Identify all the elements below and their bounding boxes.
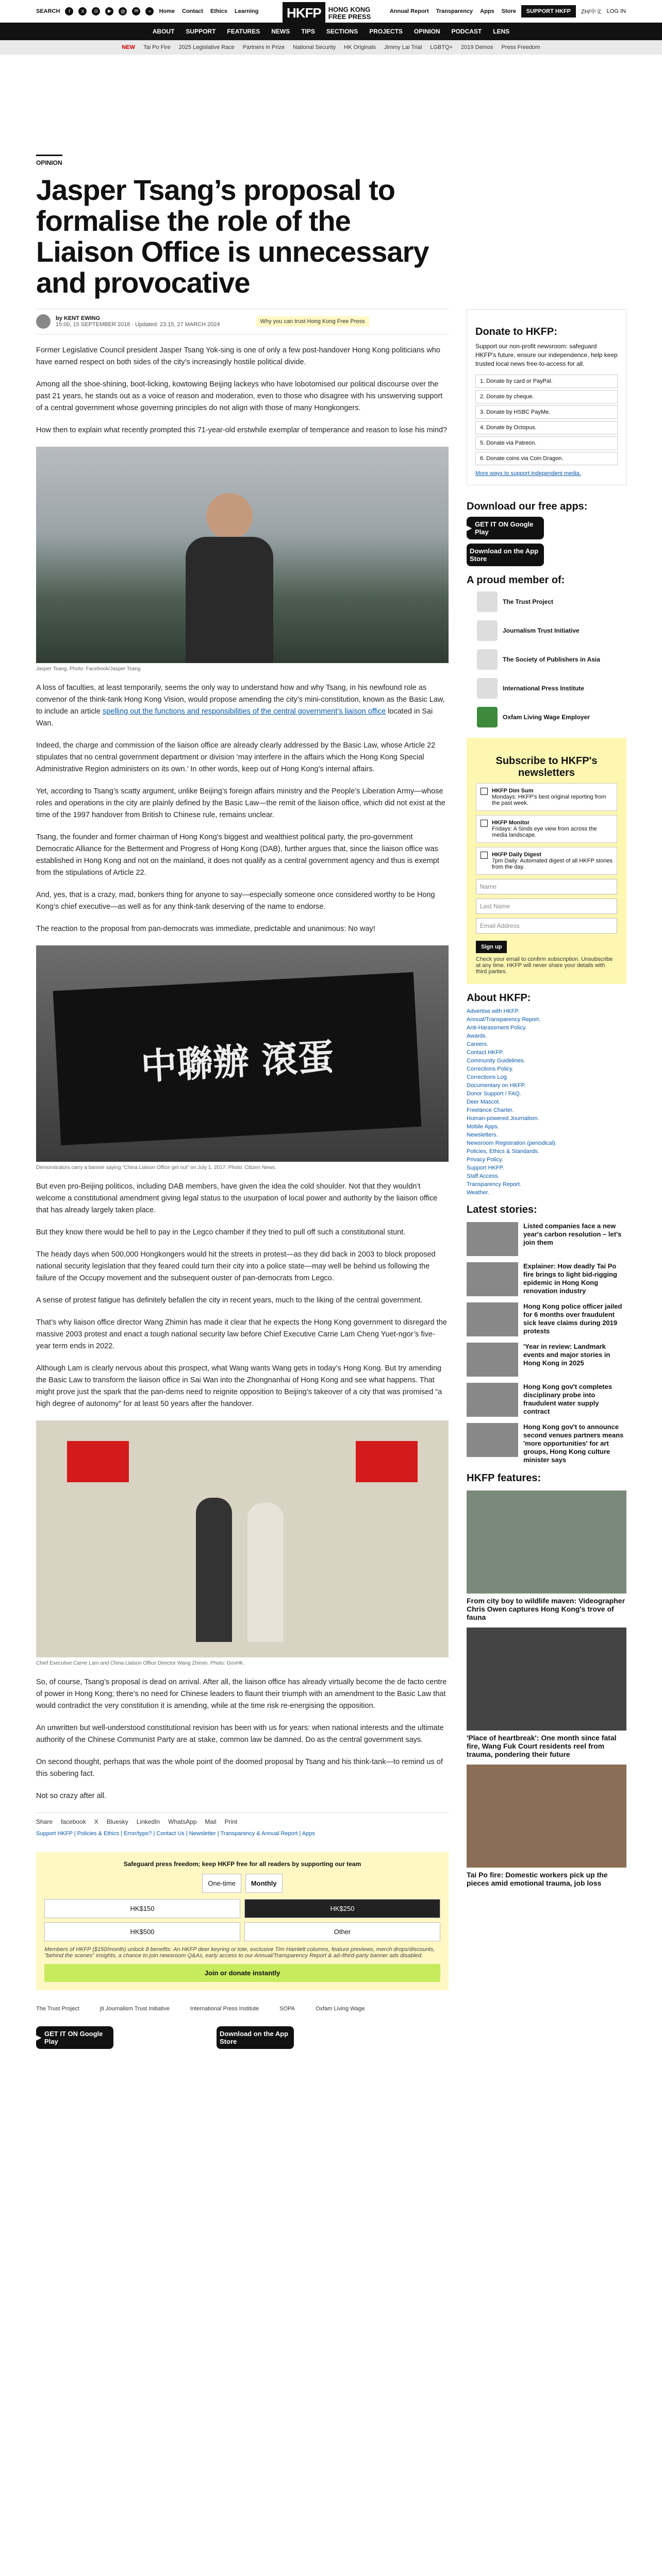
more-ways-link[interactable]: More ways to support independent media.: [475, 470, 581, 477]
share-bluesky[interactable]: Bluesky: [106, 1818, 128, 1825]
article-footer-links[interactable]: Support HKFP | Policies & Ethics | Error/typo? | Contact Us | Newsletter | Transparency & Annual Report | Apps: [36, 1831, 315, 1837]
newsletter-option[interactable]: HKFP Dim Sum Mondays: HKFP's best original reporting from the past week.: [476, 783, 617, 811]
footer-logos: [36, 2006, 449, 2012]
about-link[interactable]: Donor Support / FAQ.: [467, 1091, 521, 1097]
newsletter-option[interactable]: HKFP Daily Digest 7pm Daily: Automated digest of all HKFP stories from the day.: [476, 847, 617, 875]
about-link[interactable]: Weather.: [467, 1190, 489, 1196]
threads-icon[interactable]: @: [119, 7, 127, 15]
about-link[interactable]: Privacy Policy.: [467, 1157, 503, 1163]
about-link[interactable]: Deer Mascot.: [467, 1099, 501, 1105]
nav-support[interactable]: SUPPORT: [186, 28, 216, 35]
article-kicker[interactable]: OPINION: [36, 155, 62, 166]
paragraph: And, yes, that is a crazy, mad, bonkers thing for anyone to say—especially someone once considered worthy to be Hong Kong’s chief executive—as well as for any think-tank deserving of the name to endorse.: [36, 891, 435, 911]
about-link[interactable]: Staff Access.: [467, 1173, 500, 1179]
top-link-ethics[interactable]: Ethics: [210, 8, 227, 14]
member-org[interactable]: The Trust Project: [477, 591, 626, 612]
subnav-item[interactable]: 2019 Demos: [461, 44, 493, 50]
newsletter-box: [467, 738, 626, 984]
protest-banner-photo: [36, 945, 449, 1162]
rss-icon[interactable]: ≈: [145, 7, 154, 15]
google-play-button[interactable]: ▶ GET IT ON Google Play: [467, 517, 544, 539]
nav-features[interactable]: FEATURES: [227, 28, 260, 35]
sub-nav: [0, 40, 662, 55]
about-link[interactable]: Newsroom Registration (periodical).: [467, 1140, 557, 1146]
subnav-item[interactable]: HK Originals: [344, 44, 376, 50]
share-mail[interactable]: Mail: [205, 1818, 217, 1825]
member-benefits: Members of HKFP ($150/month) unlock 8 benefits: An HKFP deer keyring or tote, exclusive Tim Hamlett columns, feature previews, merch drops/discounts, "behind the scenes" insights, a chance to join newsroom Q&As, early access to our Annual/Transparency Report & ad-/third-party banner ads disabled.: [44, 1946, 435, 1959]
latest-story[interactable]: Hong Kong gov't to announce second venues partners means 'more opportunities' for art groups, Hong Kong culture minister says: [467, 1423, 626, 1464]
top-link-home[interactable]: Home: [159, 8, 175, 14]
nav-opinion[interactable]: OPINION: [413, 28, 440, 35]
footer-logo[interactable]: Oxfam Living Wage: [315, 2006, 365, 2012]
paragraph: But even pro-Beijing politicos, including DAB members, have given the idea the cold shoulder. Not that they wouldn’t welcome a constitutional amendment giving legal status to the usurpation of local power and authority by the liaison office that has already largely taken place.: [36, 1182, 438, 1214]
about-link[interactable]: Policies, Ethics & Standards.: [467, 1148, 539, 1155]
x-icon[interactable]: X: [78, 7, 87, 15]
member-org[interactable]: Journalism Trust Initiative: [477, 620, 626, 641]
share-label: Share: [36, 1818, 53, 1825]
share-print[interactable]: Print: [224, 1818, 238, 1825]
subnav-item[interactable]: LGBTQ+: [430, 44, 453, 50]
subnav-item[interactable]: Partners in Prize: [242, 44, 285, 50]
support-hkfp-button[interactable]: SUPPORT HKFP: [521, 5, 576, 18]
paragraph: Although Lam is clearly nervous about this prospect, what Wang wants Wang gets in today’s Hong Kong. But try amending the Basic Law to transform the liaison office in Sai Wan into the Zhongnanhai of Hong Kong and see what happens. That might prove just the spark that the pan-dems need to reignite opposition to Beijing’s takeover of a city that was promised “a high degree of autonomy” for at least 50 years after the handover.: [36, 1364, 442, 1408]
donate-option[interactable]: 5. Donate via Patreon.: [475, 436, 618, 450]
feature-story[interactable]: From city boy to wildlife maven: Videographer Chris Owen captures Hong Kong's trove of fauna: [467, 1490, 626, 1621]
support-heading: Safeguard press freedom; keep HKFP free for all readers by supporting our team: [123, 1860, 361, 1868]
share-whatsapp[interactable]: WhatsApp: [168, 1818, 197, 1825]
org-logo-icon: [477, 591, 498, 612]
paragraph: How then to explain what recently prompted this 71-year-old erstwhile exemplar of temperance and reason to lose his mind?: [36, 426, 448, 434]
donate-option[interactable]: 2. Donate by cheque.: [475, 390, 618, 403]
nav-sections[interactable]: SECTIONS: [326, 28, 358, 35]
author-name[interactable]: KENT EWING: [63, 315, 101, 321]
signup-button[interactable]: Sign up: [476, 941, 507, 953]
top-link-contact[interactable]: Contact: [182, 8, 203, 14]
subnav-item[interactable]: National Security: [293, 44, 336, 50]
newsletter-heading: Subscribe to HKFP's newsletters: [495, 755, 598, 778]
banner-text: 中聯辦 滾蛋: [140, 1035, 335, 1088]
about-link[interactable]: Community Guidelines.: [467, 1058, 525, 1064]
paragraph: That’s why liaison office director Wang Zhimin has made it clear that he expects the Hong Kong government to disregard the massive 2003 protest and enact a tough national security law before Chief Executive Carrie Lam Cheng Yuet-ngor’s five-year term ends in 2022.: [36, 1318, 447, 1350]
instagram-icon[interactable]: ◎: [92, 7, 100, 15]
author-avatar: [36, 314, 51, 329]
top-link-apps[interactable]: Apps: [480, 8, 494, 14]
paragraph: A sense of protest fatigue has definitely befallen the city in recent years, much to the liking of the central government.: [36, 1296, 423, 1304]
feature-image: [467, 1628, 626, 1731]
top-link-learning[interactable]: Learning: [234, 8, 259, 14]
footer-logo[interactable]: SOPA: [279, 2006, 295, 2012]
feature-story[interactable]: Tai Po fire: Domestic workers pick up the pieces amid emotional trauma, job loss: [467, 1765, 626, 1887]
top-link-annual-report[interactable]: Annual Report: [389, 8, 429, 14]
about-link[interactable]: Freelance Charter.: [467, 1107, 514, 1113]
trust-promo-link[interactable]: Why you can trust Hong Kong Free Press: [256, 316, 369, 327]
latest-story[interactable]: Explainer: How deadly Tai Po fire brings to light bid-rigging epidemic in Hong Kong renovation industry: [467, 1262, 626, 1296]
join-donate-button[interactable]: Join or donate instantly: [44, 1964, 440, 1982]
footer-google-play-button[interactable]: ▶ GET IT ON Google Play: [36, 2026, 113, 2049]
about-heading: About HKFP:: [467, 992, 531, 1004]
amount-option-selected[interactable]: HK$250: [244, 1899, 440, 1918]
paragraph: The heady days when 500,000 Hongkongers would hit the streets in protest—as they did back in 2003 to block proposed national security legislation that they feared could turn their city into a police state—may well be behind us following the failure of the Occupy movement and the subsequent ouster of pan-democrats from Legco.: [36, 1250, 436, 1282]
app-store-button[interactable]: Download on the App Store: [467, 544, 544, 566]
about-link[interactable]: Corrections Policy.: [467, 1066, 514, 1072]
top-link-store[interactable]: Store: [501, 8, 516, 14]
member-org[interactable]: Oxfam Living Wage Employer: [477, 707, 626, 727]
member-org[interactable]: International Press Institute: [477, 678, 626, 699]
liaison-office-link[interactable]: spelling out the functions and responsibilities of the central government’s liaison office: [102, 707, 386, 716]
youtube-icon[interactable]: ▶: [105, 7, 113, 15]
paragraph: Former Legislative Council president Jasper Tsang Yok-sing is one of only a few post-handover Hong Kong politicians who have earned respect on both sides of the city’s increasingly hostile political divide.: [36, 346, 440, 366]
about-link[interactable]: Newsletters.: [467, 1132, 498, 1138]
latest-heading: Latest stories:: [467, 1204, 537, 1215]
nav-projects[interactable]: PROJECTS: [369, 28, 403, 35]
latest-story[interactable]: 'Year in review: Landmark events and major stories in Hong Kong in 2025: [467, 1343, 626, 1377]
updated-date: Updated: 23:15, 27 MARCH 2024: [135, 321, 220, 328]
share-bar: [36, 1812, 449, 1825]
jasper-tsang-photo: [36, 447, 449, 663]
about-link[interactable]: Anti-Harassment Policy.: [467, 1025, 527, 1031]
footer-app-store-button[interactable]: Download on the App Store: [217, 2026, 294, 2049]
new-label: NEW: [122, 44, 135, 50]
photo-caption: Jasper Tsang. Photo: Facebook/Jasper Tsang: [36, 666, 141, 672]
apps-heading: Download our free apps:: [467, 501, 588, 512]
nav-news[interactable]: NEWS: [271, 28, 290, 35]
org-logo-icon: [477, 707, 498, 727]
email-input[interactable]: Email Address: [476, 918, 617, 934]
org-logo-icon: [477, 620, 498, 641]
story-thumbnail: [467, 1343, 518, 1377]
donate-option[interactable]: 3. Donate by HSBC PayMe.: [475, 405, 618, 419]
play-icon: ▶: [36, 2033, 41, 2041]
play-icon: ▶: [467, 524, 472, 532]
photo-caption: Chief Executive Carrie Lam and China Liaison Office Director Wang Zhimin. Photo: GovHK.: [36, 1660, 245, 1666]
feature-image: [467, 1490, 626, 1594]
facebook-icon[interactable]: f: [65, 7, 73, 15]
amount-option-other[interactable]: Other: [244, 1922, 440, 1941]
paragraph: Indeed, the charge and commission of the liaison office are already clearly addressed by the Basic Law, whose Article 22 stipulates that no central government department or division ‘may interfere in the affairs which the Hong Kong Special Administrative Region administers on its own.’ In other words, keep out of Hong Kong’s internal affairs.: [36, 741, 436, 773]
about-link[interactable]: Careers.: [467, 1041, 489, 1047]
story-thumbnail: [467, 1383, 518, 1417]
org-logo-icon: [477, 678, 498, 699]
about-link[interactable]: Awards.: [467, 1033, 487, 1039]
story-thumbnail: [467, 1302, 518, 1336]
donate-heading: Donate to HKFP:: [475, 326, 557, 337]
donate-option[interactable]: 4. Donate by Octopus.: [475, 421, 618, 434]
donate-option[interactable]: 1. Donate by card or PayPal.: [475, 375, 618, 388]
about-link[interactable]: Documentary on HKFP.: [467, 1082, 526, 1089]
paragraph: Not so crazy after all.: [36, 1792, 107, 1800]
logo-line1: HONG KONG: [328, 5, 371, 13]
checkbox[interactable]: [481, 788, 488, 795]
newsletter-note: Check your email to confirm subscription. Unsubscribe at any time. HKFP will never share your details with third parties.: [476, 956, 613, 975]
feature-story[interactable]: 'Place of heartbreak': One month since fatal fire, Wang Fuk Court residents reel from trauma, pondering their future: [467, 1628, 626, 1758]
byline: by KENT EWING 15:00, 15 SEPTEMBER 2018 · Updated: 23:15, 27 MARCH 2024 Why you can trust Hong Kong Free Press: [36, 309, 449, 334]
footer-logo[interactable]: jti Journalism Trust Initiative: [100, 2006, 170, 2012]
latest-story[interactable]: Hong Kong police officer jailed for 6 months over fraudulent sick leave claims during 2019 protests: [467, 1302, 626, 1336]
about-list: [467, 1008, 626, 1196]
name-input[interactable]: Name: [476, 879, 617, 894]
about-link[interactable]: Annual/Transparency Report.: [467, 1016, 541, 1023]
site-logo[interactable]: [283, 2, 371, 24]
paragraph: An unwritten but well-understood constitutional revision has been with us for years: when national interests and the ultimate authority of the Chinese Communist Party are at stake, common law be damned. Do as the central government says.: [36, 1724, 444, 1744]
article-title: Jasper Tsang’s proposal to formalise the role of the Liaison Office is unnecessary and provocative: [36, 174, 429, 299]
donate-text: Support our non-profit newsroom: safeguard HKFP's future, ensure our independence, help keep trusted local news free-to-access for all.: [475, 343, 618, 367]
top-links: [159, 8, 258, 14]
top-link-transparency[interactable]: Transparency: [436, 8, 473, 14]
amount-option[interactable]: HK$150: [44, 1899, 240, 1918]
paragraph: Yet, according to Tsang’s scatty argument, unlike Beijing’s foreign affairs ministry and the People’s Liberation Army—whose roles and operations in the city are plainly defined by the Basic Law—the remit of the liaison office, which did not exist at the time of the 1997 handover from British to Chinese rule, remains unclear.: [36, 787, 445, 819]
tab-monthly[interactable]: Monthly: [245, 1874, 283, 1893]
search-link[interactable]: SEARCH: [36, 8, 60, 14]
nav-about[interactable]: ABOUT: [152, 28, 175, 35]
email-icon[interactable]: ✉: [132, 7, 140, 15]
about-link[interactable]: Corrections Log.: [467, 1074, 508, 1080]
latest-story[interactable]: Listed companies face a new year's carbon resolution – let's join them: [467, 1222, 626, 1256]
about-link[interactable]: Advertise with HKFP.: [467, 1008, 520, 1014]
checkbox[interactable]: [481, 852, 488, 859]
carrie-lam-photo: [36, 1420, 449, 1657]
paragraph: Among all the shoe-shining, boot-licking, kowtowing Beijing lackeys who have lobotomised our political discourse over the past 21 years, he stands out as a voice of reason and moderation, even to those who disagree with his unswerving support of a central government whose governing principles do not align with those of many Hongkongers.: [36, 380, 443, 412]
support-widget: [36, 1852, 449, 1990]
org-logo-icon: [477, 649, 498, 670]
paragraph: So, of course, Tsang’s proposal is dead on arrival. After all, the liaison office has already virtually become the de facto centre of power in Hong Kong; there’s no need for Chinese leaders to flaunt their triumph with an amendment to the Basic Law that would contradict the very constitution it is amending, while at the time risk re-energising the opposition.: [36, 1678, 447, 1710]
lang-switch[interactable]: ZH/中文: [581, 8, 602, 15]
footer-logo[interactable]: The Trust Project: [36, 2006, 79, 2012]
paragraph: On second thought, perhaps that was the whole point of the doomed proposal by Tsang and his think-tank—to remind us of this sobering fact.: [36, 1758, 443, 1778]
share-facebook[interactable]: facebook: [61, 1818, 86, 1825]
about-link[interactable]: Contact HKFP.: [467, 1049, 504, 1056]
about-link[interactable]: Support HKFP.: [467, 1165, 504, 1171]
story-thumbnail: [467, 1423, 518, 1457]
share-linkedin[interactable]: LinkedIn: [136, 1818, 160, 1825]
donate-box: [467, 309, 626, 485]
main-nav: [0, 23, 662, 40]
checkbox[interactable]: [481, 820, 488, 827]
tab-one-time[interactable]: One-time: [202, 1874, 241, 1893]
paragraph: Tsang, the founder and former chairman of Hong Kong’s biggest and wealthiest political party, the pro-government Democratic Alliance for the Betterment and Progress of Hong Kong (DAB), further argues that, since the liaison office was established in Hong Kong and not on the mainland, it does not qualify as a central government agency and thus is exempt from the stipulations of Article 22.: [36, 833, 439, 877]
latest-story[interactable]: Hong Kong gov't completes disciplinary probe into fraudulent water supply contract: [467, 1383, 626, 1417]
logo-line2: FREE PRESS: [328, 12, 371, 21]
nav-lens[interactable]: LENS: [493, 28, 510, 35]
subnav-item[interactable]: Tai Po Fire: [143, 44, 171, 50]
sidebar: [467, 309, 626, 1893]
last-name-input[interactable]: Last Name: [476, 899, 617, 914]
nav-podcast[interactable]: PODCAST: [451, 28, 482, 35]
story-thumbnail: [467, 1262, 518, 1296]
about-link[interactable]: Mobile Apps.: [467, 1124, 499, 1130]
paragraph: A loss of faculties, at least temporarily, seems the only way to understand how and why Tsang, in his newfound role as convenor of the think-tank Hong Kong Vision, would propose amending the city’s mini-constitution, known as the Basic Law, to include an article spelling out the functions and responsibilities of the central government’s liaison office located in Sai Wan.: [36, 684, 445, 727]
footer-logo[interactable]: International Press Institute: [190, 2006, 259, 2012]
nav-tips[interactable]: TIPS: [301, 28, 315, 35]
paragraph: The reaction to the proposal from pan-democrats was immediate, predictable and unanimous: No way!: [36, 925, 375, 933]
photo-caption: Demonstrators carry a banner saying “China Liaison Office get out” on July 1, 2017. Photo: Citizen News.: [36, 1165, 276, 1171]
story-thumbnail: [467, 1222, 518, 1256]
amount-option[interactable]: HK$500: [44, 1922, 240, 1941]
features-heading: HKFP features:: [467, 1472, 541, 1484]
login-link[interactable]: LOG IN: [606, 8, 626, 14]
paragraph: But they know there would be hell to pay in the Legco chamber if they tried to pull off such a constitutional stunt.: [36, 1228, 406, 1236]
share-x[interactable]: X: [94, 1818, 98, 1825]
about-link[interactable]: Transparency Report.: [467, 1181, 521, 1188]
donate-option[interactable]: 6. Donate coins via Coin Dragon.: [475, 452, 618, 465]
logo-mark: HKFP: [283, 2, 325, 24]
subnav-item[interactable]: Jimmy Lai Trial: [384, 44, 422, 50]
subnav-item[interactable]: 2025 Legislative Race: [178, 44, 235, 50]
subnav-item[interactable]: Press Freedom: [501, 44, 540, 50]
article: [36, 155, 449, 2053]
member-heading: A proud member of:: [467, 574, 565, 586]
feature-image: [467, 1765, 626, 1868]
publish-date: 15:00, 15 SEPTEMBER 2018: [56, 321, 130, 328]
newsletter-option[interactable]: HKFP Monitor Fridays: A Sinds eye view from across the media landscape.: [476, 815, 617, 843]
about-link[interactable]: Human-powered Journalism.: [467, 1115, 539, 1122]
member-org[interactable]: The Society of Publishers in Asia: [477, 649, 626, 670]
